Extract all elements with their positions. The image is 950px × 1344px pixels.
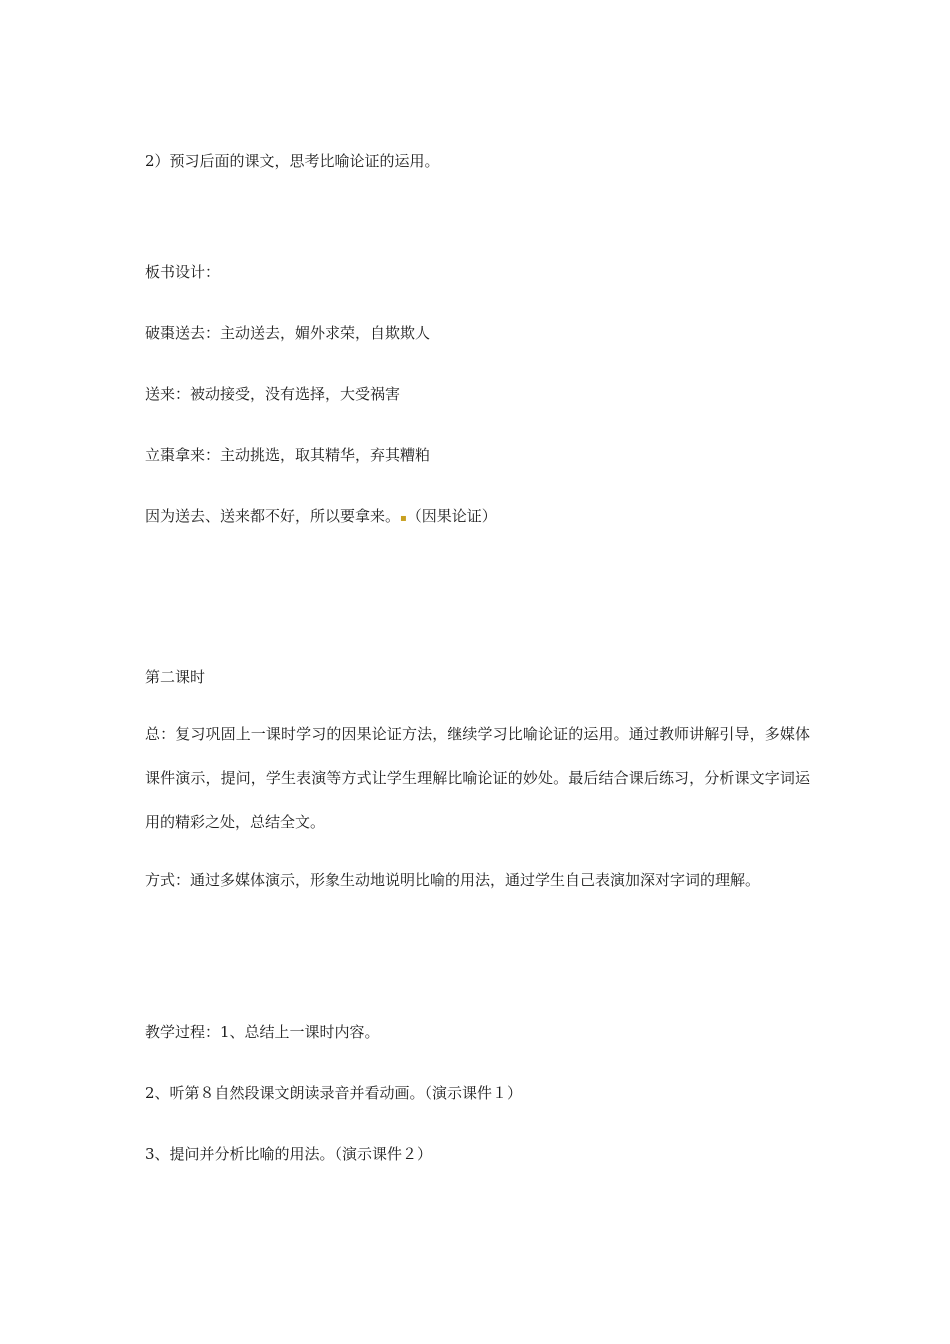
board-line-take: 立棗拿来：主动挑选，取其精华，弃其糟粕 bbox=[145, 446, 431, 464]
board-line-send-out: 破棗送去：主动送去，媚外求荣，自欺欺人 bbox=[145, 324, 431, 342]
mark-dot: ▪ bbox=[400, 513, 407, 524]
board-line-sent-in: 送来：被动接受，没有选择，大受祸害 bbox=[145, 385, 401, 403]
board-conclusion-text: 因为送去、送来都不好，所以要拿来。 bbox=[145, 507, 401, 525]
lesson-two-title: 第二课时 bbox=[145, 668, 206, 686]
board-design-title: 板书设计： bbox=[145, 263, 221, 281]
process-step-2: 2、听第８自然段课文朗读录音并看动画。（演示课件１） bbox=[145, 1084, 523, 1102]
process-step-3: 3、提问并分析比喻的用法。（演示课件２） bbox=[145, 1145, 433, 1163]
process-step-1: 教学过程：1、总结上一课时内容。 bbox=[145, 1023, 380, 1041]
lesson-summary: 总：复习巩固上一课时学习的因果论证方法，继续学习比喻论证的运用。通过教师讲解引导，多媒体课件演示，提问，学生表演等方式让学生理解比喻论证的妙处。最后结合课后练习，分析课文字词运用的精彩之处，总结全文。 bbox=[145, 725, 810, 831]
board-line-conclusion bbox=[145, 506, 497, 529]
preview-homework: 2）预习后面的课文，思考比喻论证的运用。 bbox=[145, 152, 440, 170]
lesson-method: 方式：通过多媒体演示，形象生动地说明比喻的用法，通过学生自己表演加深对字词的理解。 bbox=[145, 871, 761, 889]
board-conclusion-note: （因果论证） bbox=[406, 507, 497, 525]
